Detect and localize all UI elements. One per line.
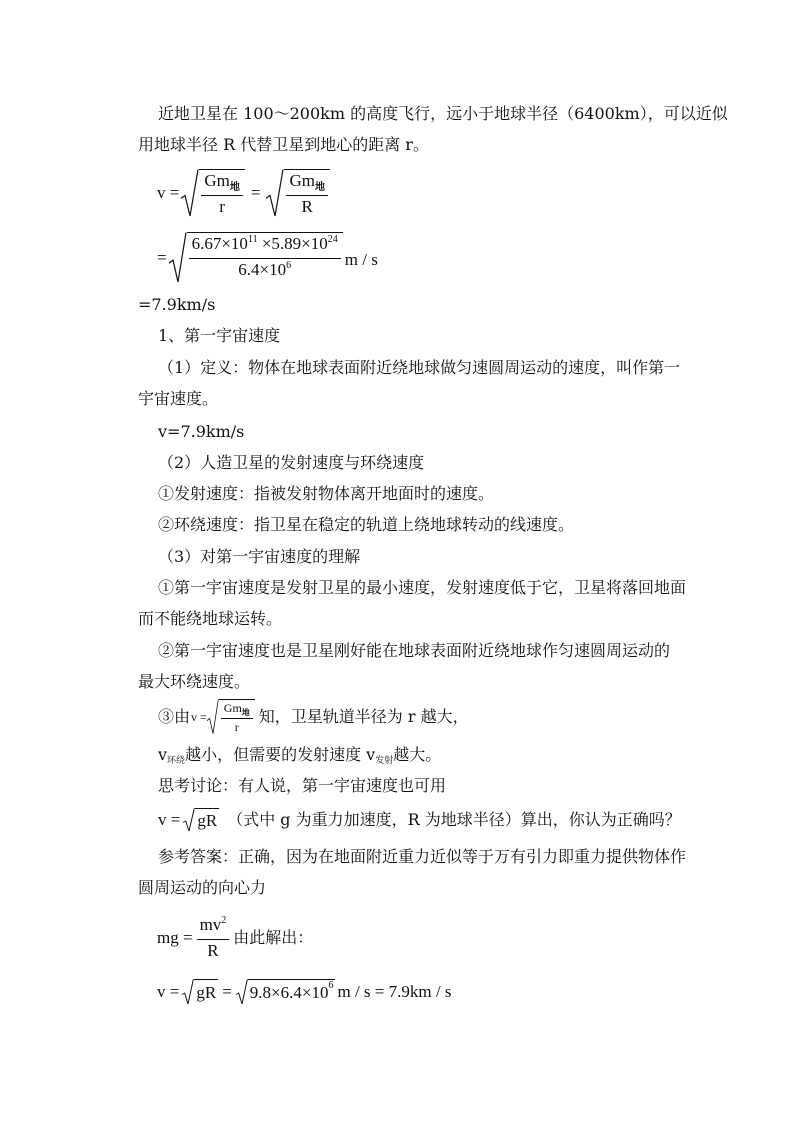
u3-prefix: ③由 bbox=[158, 707, 191, 726]
u3-num: Gm bbox=[223, 701, 242, 715]
disc-rest: （式中 g 为重力加速度，R 为地球半径）算出，你认为正确吗？ bbox=[227, 810, 681, 829]
discussion-line-1: 思考讨论：有人说，第一宇宙速度也可用 bbox=[158, 776, 447, 795]
final-sqrt-2 bbox=[236, 979, 336, 1005]
discussion-line-2 bbox=[158, 806, 681, 834]
u3-den: r bbox=[234, 720, 239, 734]
understanding-2-line-1: ②第一宇宙速度也是卫星刚好能在地球表面附近绕地球作匀速圆周运动的 bbox=[158, 641, 671, 660]
u3-num-sub: 地 bbox=[241, 708, 250, 717]
eq2-num-a: 6.67×10 bbox=[191, 234, 248, 253]
final-sqrt-1 bbox=[182, 979, 218, 1005]
ans-eq-lhs: mg = bbox=[157, 928, 193, 947]
eq1-lhs: v = bbox=[157, 183, 180, 202]
eq2-den: 6.4×10 bbox=[238, 260, 287, 279]
intro-line-1: 近地卫星在 100～200km 的高度飞行，远小于地球半径（6400km），可以近似 bbox=[158, 104, 728, 123]
eq2-unit: m / s bbox=[344, 250, 378, 269]
eq1-num-2: Gm bbox=[289, 170, 315, 190]
section-heading: 1、第一宇宙速度 bbox=[158, 326, 281, 345]
eq2-num-a-exp: 11 bbox=[247, 234, 258, 245]
understanding-3-line-2 bbox=[158, 745, 441, 768]
answer-line-1: 参考答案：正确，因为在地面附近重力近似等于万有引力即重力提供物体作 bbox=[158, 847, 687, 866]
velocity-formula bbox=[157, 166, 330, 220]
u3b-end: 越大。 bbox=[393, 745, 442, 764]
u3-sqrt bbox=[207, 699, 255, 735]
ans-suffix: 由此解出： bbox=[233, 928, 314, 947]
eq1-equals: = bbox=[250, 183, 261, 202]
disc-sqrt bbox=[183, 808, 219, 832]
eq2-sqrt bbox=[169, 232, 343, 284]
eq1-sqrt-2 bbox=[266, 169, 330, 218]
final-equals: = bbox=[222, 982, 232, 1001]
eq2-lead: = bbox=[157, 248, 167, 267]
final-lhs: v = bbox=[157, 982, 180, 1001]
definition-line-2: 宇宙速度。 bbox=[138, 389, 219, 408]
ans-num-exp: 2 bbox=[221, 915, 227, 926]
gravity-equation bbox=[157, 912, 313, 964]
disc-formula-lhs: v = bbox=[158, 810, 181, 829]
ans-num: mv bbox=[199, 915, 222, 934]
understanding-3-line-1 bbox=[158, 697, 469, 737]
orbit-speed-line: ②环绕速度：指卫星在稳定的轨道上绕地球转动的线速度。 bbox=[158, 515, 575, 534]
u3b-v1: v bbox=[158, 745, 168, 764]
eq2-num-b-exp: 24 bbox=[327, 234, 338, 245]
eq1-frac-1 bbox=[201, 170, 243, 218]
answer-line-2: 圆周运动的向心力 bbox=[138, 878, 267, 897]
u3b-sub1: 环绕 bbox=[167, 756, 186, 766]
u3-v: v = bbox=[191, 710, 207, 724]
numeric-substitution bbox=[157, 230, 378, 286]
subsection-3-heading: （3）对第一宇宙速度的理解 bbox=[158, 547, 361, 566]
ans-den: R bbox=[207, 941, 219, 960]
understanding-1-line-2: 而不能绕地球运转。 bbox=[138, 609, 283, 628]
eq1-frac-2 bbox=[286, 170, 328, 218]
launch-speed-line: ①发射速度：指被发射物体离开地面时的速度。 bbox=[158, 484, 495, 503]
understanding-1-line-1: ①第一宇宙速度是发射卫星的最小速度，发射速度低于它，卫星将落回地面 bbox=[158, 578, 687, 597]
final-rad-2: 9.8×6.4×10 bbox=[249, 982, 329, 1002]
result-line: =7.9km/s bbox=[138, 295, 216, 314]
final-rad-2-exp: 6 bbox=[328, 979, 334, 991]
subsection-2-heading: （2）人造卫星的发射速度与环绕速度 bbox=[158, 453, 425, 472]
eq1-num-2-sub: 地 bbox=[314, 181, 325, 193]
final-equation bbox=[157, 977, 451, 1007]
eq1-num-1-sub: 地 bbox=[229, 181, 240, 193]
eq1-sqrt-1 bbox=[181, 169, 245, 218]
eq1-den-2: R bbox=[301, 196, 313, 216]
final-tail: m / s = 7.9km / s bbox=[337, 982, 452, 1001]
final-rad-1: gR bbox=[194, 979, 218, 1005]
u3-suffix: 知，卫星轨道半径为 r 越大， bbox=[258, 707, 469, 726]
ans-frac bbox=[197, 914, 230, 962]
u3b-sub2: 发射 bbox=[375, 756, 394, 766]
eq1-den-1: r bbox=[219, 196, 225, 216]
eq2-frac bbox=[189, 233, 341, 284]
eq2-den-exp: 6 bbox=[286, 260, 292, 271]
understanding-2-line-2: 最大环绕速度。 bbox=[138, 672, 251, 691]
velocity-value: v=7.9km/s bbox=[158, 422, 245, 441]
u3-frac bbox=[221, 700, 253, 735]
eq1-num-1: Gm bbox=[204, 170, 230, 190]
intro-line-2: 用地球半径 R 代替卫星到地心的距离 r。 bbox=[138, 135, 429, 154]
u3b-mid: 越小，但需要的发射速度 v bbox=[185, 745, 376, 764]
disc-radicand: gR bbox=[195, 808, 219, 832]
definition-line-1: （1）定义：物体在地球表面附近绕地球做匀速圆周运动的速度，叫作第一 bbox=[158, 358, 681, 377]
eq2-num-b: ×5.89×10 bbox=[257, 234, 328, 253]
